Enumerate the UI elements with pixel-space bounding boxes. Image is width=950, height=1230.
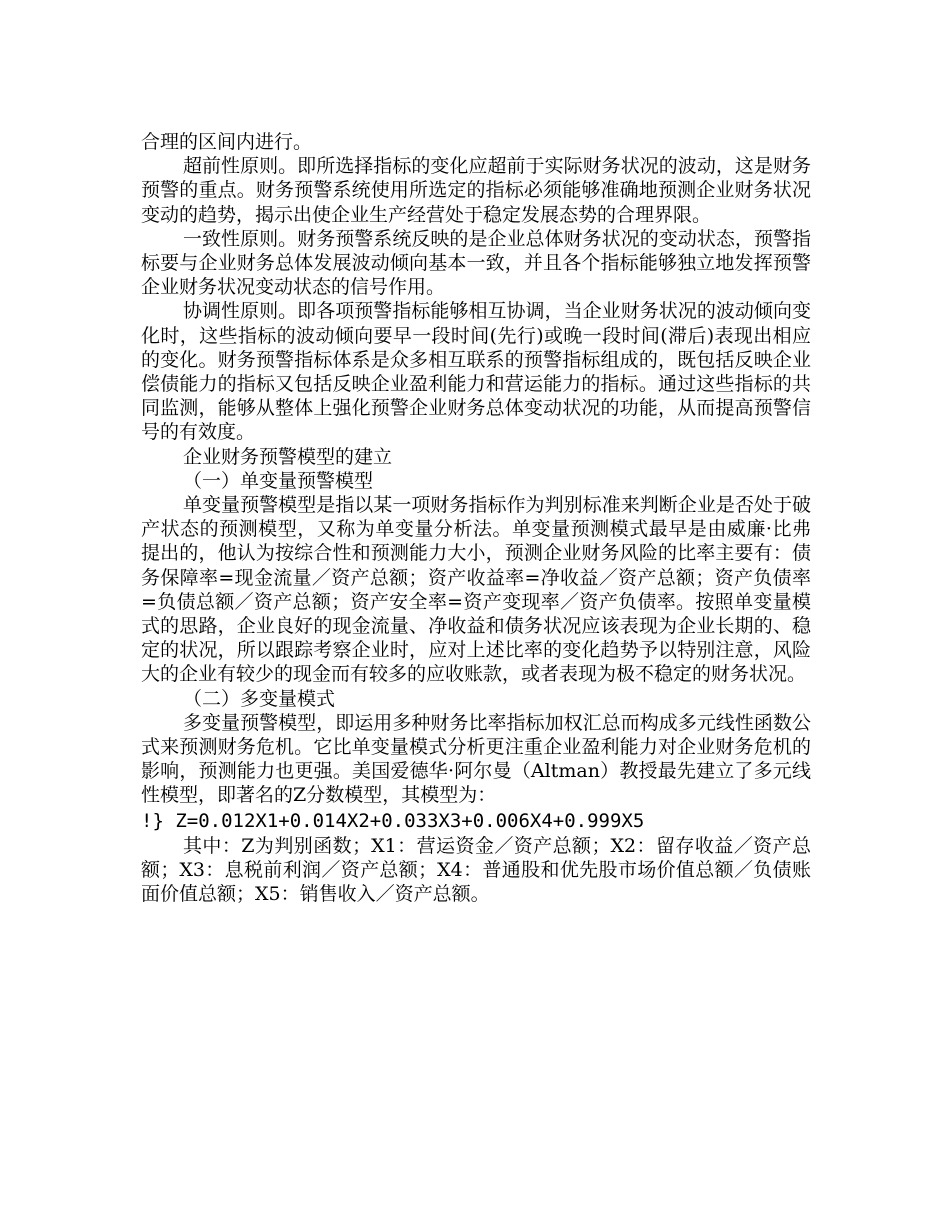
z-score-formula: !} Z=0.012X1+0.014X2+0.033X3+0.006X4+0.999X5 bbox=[141, 809, 645, 832]
paragraph-multivariate-model: 多变量预警模型，即运用多种财务比率指标加权汇总而构成多元线性函数公式来预测财务危机。它比单变量模式分析更注重企业盈利能力对企业财务危机的影响，预测能力也更强。美国爱德华·阿尔曼（Altman）教授最先建立了多元线性模型，即著名的Z分数模型，其模型为： bbox=[141, 711, 811, 807]
section-heading-model: 企业财务预警模型的建立 bbox=[183, 445, 393, 468]
subsection-heading-univariate: （一）单变量预警模型 bbox=[183, 469, 374, 492]
paragraph-continuation: 合理的区间内进行。 bbox=[141, 131, 313, 153]
paragraph-univariate-model: 单变量预警模型是指以某一项财务指标作为判别标准来判断企业是否处于破产状态的预测模型，又称为单变量分析法。单变量预测模式最早是由威廉·比弗提出的，他认为按综合性和预测能力大小，预测企业财务风险的比率主要有：债务保障率=现金流量／资产总额；资产收益率=净收益／资产总额；资产负债率=负债总额／资产总额；资产安全率=资产变现率／资产负债率。按照单变量模式的思路，企业良好的现金流量、净收益和债务状况应该表现为企业长期的、稳定的状况，所以跟踪考察企业时，应对上述比率的变化趋势予以特别注意，风险大的企业有较少的现金而有较多的应收账款，或者表现为极不稳定的财务状况。 bbox=[141, 494, 811, 686]
paragraph-coordination-principle: 协调性原则。即各项预警指标能够相互协调，当企业财务状况的波动倾向变化时，这些指标的波动倾向要早一段时间(先行)或晚一段时间(滞后)表现出相应的变化。财务预警指标体系是众多相互联系的预警指标组成的，既包括反映企业偿债能力的指标又包括反映企业盈利能力和营运能力的指标。通过这些指标的共同监测，能够从整体上强化预警企业财务总体变动状况的功能，从而提高预警信号的有效度。 bbox=[141, 300, 811, 444]
paragraph-consistency-principle: 一致性原则。财务预警系统反映的是企业总体财务状况的变动状态，预警指标要与企业财务总体发展波动倾向基本一致，并且各个指标能够独立地发挥预警企业财务状况变动状态的信号作用。 bbox=[141, 227, 811, 299]
paragraph-advance-principle: 超前性原则。即所选择指标的变化应超前于实际财务状况的波动，这是财务预警的重点。财务预警系统使用所选定的指标必须能够准确地预测企业财务状况变动的趋势，揭示出使企业生产经营处于稳定发展态势的合理界限。 bbox=[141, 155, 811, 226]
document-page bbox=[141, 130, 811, 906]
paragraph-formula-explanation: 其中：Z为判别函数；X1：营运资金／资产总额；X2：留存收益／资产总额；X3：息税前利润／资产总额；X4：普通股和优先股市场价值总额／负债账面价值总额；X5：销售收入／资产总额。 bbox=[141, 834, 811, 906]
subsection-heading-multivariate: （二）多变量模式 bbox=[183, 687, 336, 710]
